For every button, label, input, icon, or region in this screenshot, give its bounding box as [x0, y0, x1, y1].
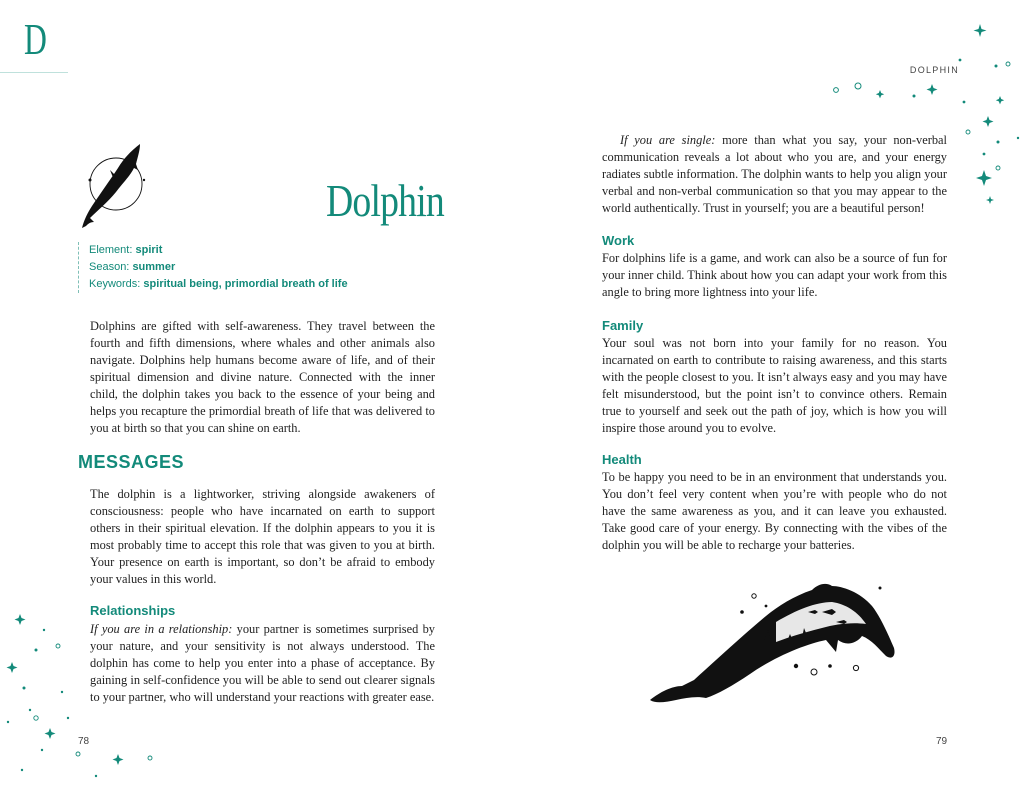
sparkle-decoration-icon — [822, 20, 1024, 210]
family-paragraph: Your soul was not born into your family for no reason. You incarnated on earth to contribute to raising awareness, and this starts with the people closest to you. It isn’t always easy and you may have felt misunderstood, but the point isn’t to convince others. Remain true to yourself and seek out the path of joy, which is how you will inspire those around you to evolve. — [602, 336, 947, 435]
health-paragraph: To be happy you need to be in an environment that understands you. You don’t feel very content when you’re with people who do not have the same awareness as you, and it can leave you exhausted. Take good care of your energy. By connecting with the vibes of the dolphin you will be able to recharge your batteries. — [602, 470, 947, 552]
season-value: summer — [132, 261, 176, 273]
sparkle-decoration-icon — [0, 600, 160, 786]
dolphin-emblem-icon — [80, 140, 156, 234]
element-value: spirit — [135, 244, 163, 256]
letter-rule — [0, 72, 68, 73]
single-lead: If you are single: — [620, 133, 716, 147]
relationships-text: your partner is sometimes surprised by your nature, and your sensitivity is not always understood. The dolphin has come to help you enter into a phase of acceptance. By gaining in self-confidence you will be able to send out clearer signals to your partner, who will understand your reactions with greater ease. — [90, 622, 435, 704]
messages-heading: MESSAGES — [78, 452, 185, 472]
attributes-block — [78, 242, 348, 293]
keywords-label: Keywords: — [89, 278, 141, 290]
season-line — [89, 259, 348, 276]
relationships-lead: If you are in a relationship: — [90, 622, 233, 636]
keywords-value: spiritual being, primordial breath of life — [143, 278, 348, 290]
running-head: DOLPHIN — [909, 65, 959, 75]
messages-paragraph: The dolphin is a lightworker, striving alongside awakeners of consciousness: people who have incarnated on earth to support others in their spiritual elevation. If the dolphin appears to you it is most probably time to accept this role that was given to you at birth. Your presence on earth is important, so don’t be afraid to embody your values in this world. — [90, 487, 435, 586]
work-heading: Work — [602, 233, 635, 248]
family-heading: Family — [602, 318, 644, 333]
element-label: Element: — [89, 244, 133, 256]
page-number-left: 78 — [78, 736, 90, 747]
health-heading: Health — [602, 452, 642, 467]
page-title: Dolphin — [326, 175, 444, 226]
single-text: more than what you say, your non-verbal communication reveals a lot about who you are, and your energy radiates subtle information. The dolphin wants to help you align your verbal and non-verbal communication so that you may appear to the world authentically. Trust in yourself; you are a beautiful person! — [602, 133, 947, 215]
dolphin-illustration-icon — [646, 582, 896, 706]
element-line — [89, 242, 348, 259]
work-paragraph: For dolphins life is a game, and work can also be a source of fun for your inner child. Think about how you can adapt your work from this angle to bring more lightness into your life. — [602, 251, 947, 299]
keywords-line — [89, 276, 348, 293]
section-letter: D — [24, 15, 47, 64]
right-page — [512, 0, 1024, 786]
relationships-heading: Relationships — [90, 603, 176, 618]
page-number-right: 79 — [936, 736, 948, 747]
season-label: Season: — [89, 261, 130, 273]
intro-paragraph: Dolphins are gifted with self-awareness. They travel between the fourth and fifth dimensions, where whales and other animals also navigate. Dolphins help humans become aware of life, and of their spiritual dimension and divine nature. Connected with the inner child, the dolphin takes you back to the essence of your being and helps you recapture the primordial breath of life that was delivered to you at birth so that you can shine on earth. — [90, 319, 435, 435]
